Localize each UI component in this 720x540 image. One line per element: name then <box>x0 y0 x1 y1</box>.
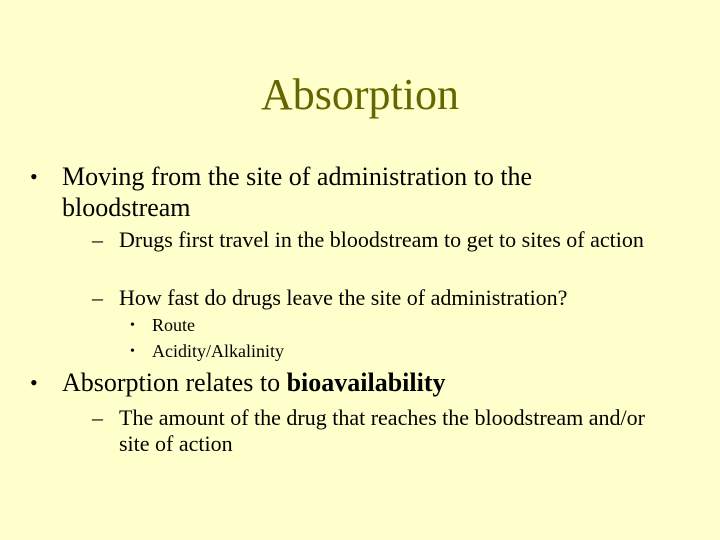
bullet-level1 <box>0 161 582 223</box>
bullet-marker: • <box>130 344 135 359</box>
bullet-text: Moving from the site of administration to the bloodstream <box>62 162 533 222</box>
bullet-text: Drugs first travel in the bloodstream to get to sites of action <box>119 227 644 252</box>
bullet-text: Route <box>152 315 195 335</box>
bullet-level2 <box>0 227 659 253</box>
bullet-text: The amount of the drug that reaches the bloodstream and/or site of action <box>119 405 645 456</box>
dash-marker: – <box>92 405 103 430</box>
dash-marker: – <box>92 227 103 252</box>
bullet-level2 <box>0 285 567 311</box>
bullet-level3 <box>0 313 195 338</box>
slide-title: Absorption <box>261 70 459 119</box>
bullet-marker: • <box>30 370 38 395</box>
bullet-text: Acidity/Alkalinity <box>152 341 284 361</box>
bullet-level1 <box>0 367 446 398</box>
bullet-text <box>62 367 446 398</box>
bullet-text: How fast do drugs leave the site of administration? <box>119 285 568 310</box>
dash-marker: – <box>92 285 103 310</box>
bullet-level2 <box>0 405 659 457</box>
bullet-marker: • <box>30 164 38 189</box>
bullet-marker: • <box>130 318 135 333</box>
bullet-level3 <box>0 339 284 364</box>
bullet-text-bold: bioavailability <box>286 368 446 397</box>
bullet-text-plain: Absorption relates to <box>62 368 287 397</box>
